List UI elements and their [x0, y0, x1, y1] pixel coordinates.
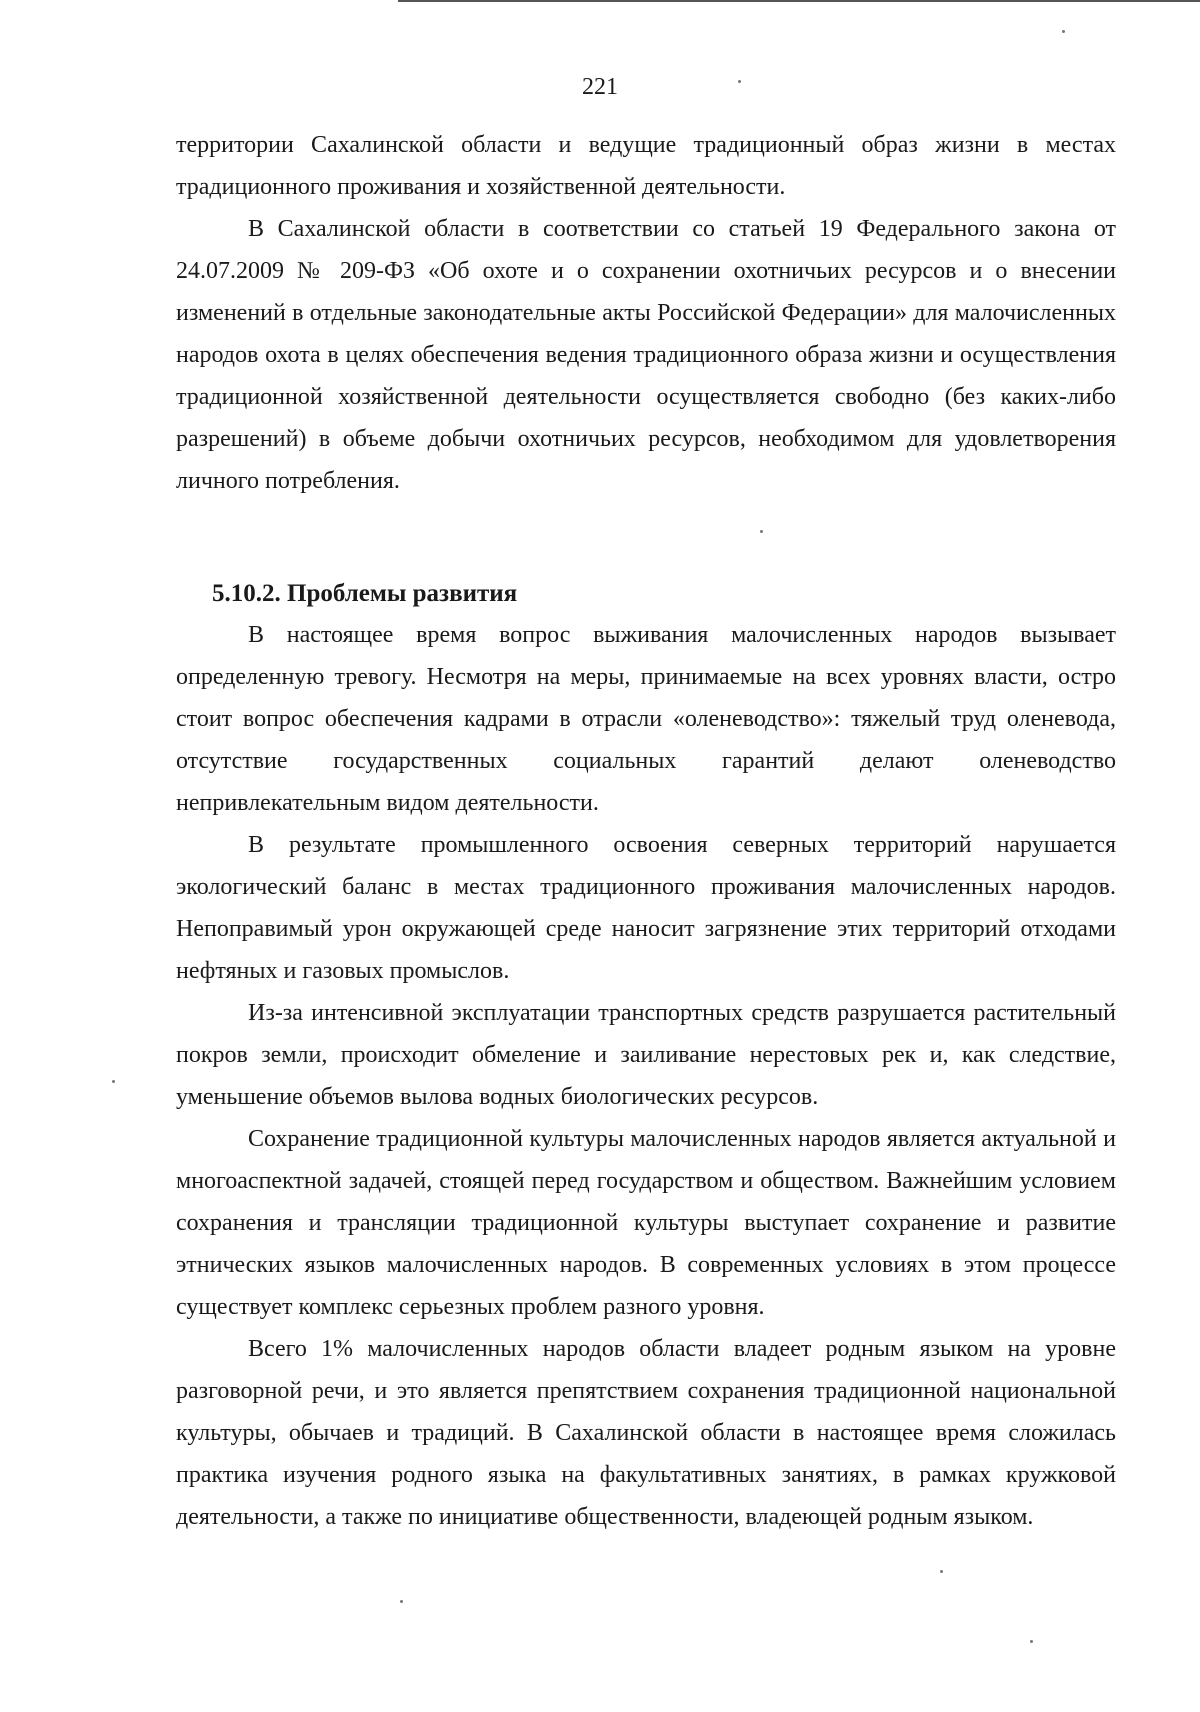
scan-speck — [112, 1080, 115, 1083]
paragraph: территории Сахалинской области и ведущие традиционный образ жизни в местах традиционного проживания и хозяйственной деятельности. — [176, 132, 1116, 200]
paragraph: Из-за интенсивной эксплуатации транспортных средств разрушается растительный покров земли, происходит обмеление и заиливание нерестовых рек и, как следствие, уменьшение объемов вылова водных биологических ресурсов. — [176, 1000, 1116, 1110]
paragraph: В результате промышленного освоения северных территорий нарушается экологический баланс в местах традиционного проживания малочисленных народов. Непоправимый урон окружающей среде наносит загрязнение этих территорий отходами нефтяных и газовых промыслов. — [176, 832, 1116, 984]
scan-speck — [1062, 30, 1065, 33]
scan-speck — [738, 80, 741, 83]
page-number: 221 — [582, 74, 618, 100]
paragraph: Сохранение традиционной культуры малочисленных народов является актуальной и многоаспектной задачей, стоящей перед государством и обществом. Важнейшим условием сохранения и трансляции традиционной культуры выступает сохранение и развитие этнических языков малочисленных народов. В современных условиях в этом процессе существует комплекс серьезных проблем разного уровня. — [176, 1126, 1116, 1320]
scan-speck — [940, 1570, 943, 1573]
scan-speck — [400, 1600, 403, 1603]
paragraph: В настоящее время вопрос выживания малочисленных народов вызывает определенную тревогу. Несмотря на меры, принимаемые на всех уровнях власти, остро стоит вопрос обеспечения кадрами в отрасли «оленеводство»: тяжелый труд оленевода, отсутствие государственных социальных гарантий делают оленеводство непривлекательным видом деятельности. — [176, 622, 1116, 816]
scan-speck — [1030, 1640, 1033, 1643]
scan-speck — [760, 530, 763, 533]
section-heading: 5.10.2. Проблемы развития — [212, 580, 518, 607]
paragraph: В Сахалинской области в соответствии со статьей 19 Федерального закона от 24.07.2009 № 209-ФЗ «Об охоте и о сохранении охотничьих ресурсов и о внесении изменений в отдельные законодательные акты Российской Федерации» для малочисленных народов охота в целях обеспечения ведения традиционного образа жизни и осуществления традиционной хозяйственной деятельности осуществляется свободно (без каких-либо разрешений) в объеме добычи охотничьих ресурсов, необходимом для удовлетворения личного потребления. — [176, 216, 1116, 494]
paragraph: Всего 1% малочисленных народов области владеет родным языком на уровне разговорной речи, и это является препятствием сохранения традиционной национальной культуры, обычаев и традиций. В Сахалинской области в настоящее время сложилась практика изучения родного языка на факультативных занятиях, в рамках кружковой деятельности, а также по инициативе общественности, владеющей родным языком. — [176, 1336, 1116, 1530]
top-scan-edge-line — [398, 0, 1200, 2]
document-body — [176, 124, 1116, 1538]
